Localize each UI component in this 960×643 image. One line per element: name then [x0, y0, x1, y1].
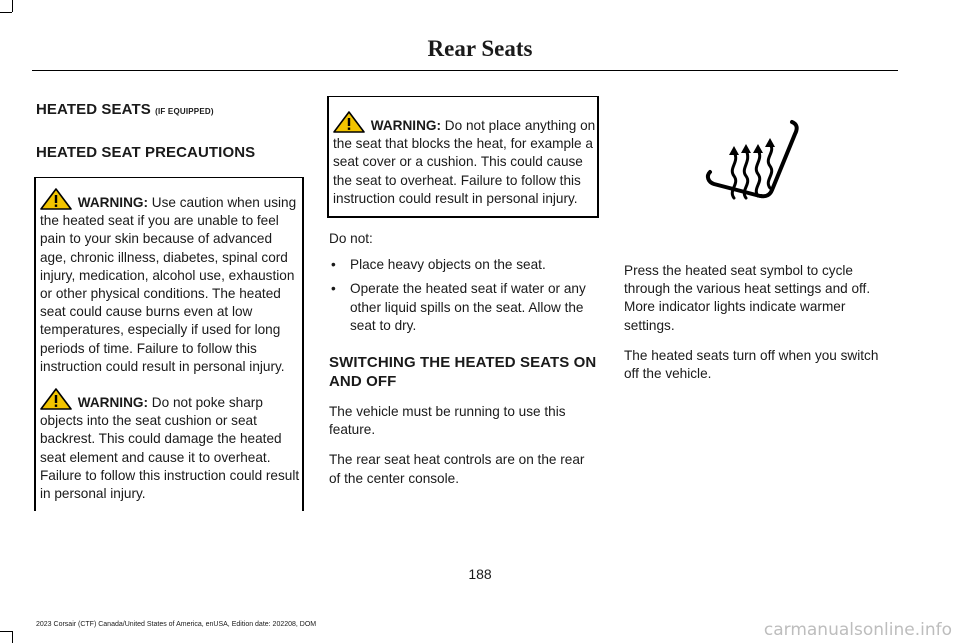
warning-box	[327, 96, 599, 218]
warning-triangle-icon	[40, 388, 72, 410]
do-not-list	[329, 256, 599, 335]
left-column	[36, 96, 304, 511]
header-divider	[32, 70, 898, 71]
crop-mark	[12, 631, 13, 643]
warning-triangle-icon	[40, 188, 72, 210]
heated-seat-icon	[700, 118, 800, 202]
warning-paragraph	[40, 188, 302, 376]
heading-suffix: (IF EQUIPPED)	[155, 107, 214, 116]
list-item: • Operate the heated seat if water or any other liquid spills on the seat. Allow the seat to dry.	[331, 281, 586, 333]
footer-edition-text: 2023 Corsair (CTF) Canada/United States of America, enUSA, Edition date: 202208, DOM	[36, 621, 317, 628]
warning-box	[34, 177, 304, 511]
heated-seat-illustration	[700, 118, 800, 202]
warning-label: WARNING:	[370, 118, 442, 133]
warning-paragraph	[40, 388, 302, 503]
paragraph: The heated seats turn off when you switch off the vehicle.	[624, 347, 879, 382]
bullet-mark: •	[331, 257, 336, 273]
warning-text: Do not poke sharp objects into the seat cushion or seat backrest. This could damage the heated seat element and cause it to overheat. Failure to follow this instruction could result in personal injury.	[40, 395, 300, 502]
bullet-mark: •	[331, 281, 336, 297]
heading-heated-seats: HEATED SEATS (IF EQUIPPED)	[36, 101, 214, 118]
warning-label: WARNING:	[77, 195, 149, 210]
heading-switching: SWITCHING THE HEATED SEATS ON AND OFF	[329, 354, 597, 391]
warning-label: WARNING:	[77, 395, 149, 411]
crop-mark	[12, 0, 13, 12]
paragraph: Press the heated seat symbol to cycle through the various heat settings and off. More indicator lights indicate warmer settings.	[624, 263, 871, 333]
paragraph: The vehicle must be running to use this feature.	[329, 404, 566, 438]
warning-text: Use caution when using the heated seat if you are unable to feel pain to your skin because of advanced age, chronic illness, diabetes, spinal cord injury, medication, alcohol use, exhaustion or other physical conditions. The heated seat could cause burns even at low temperatures, especially if used for long periods of time. Failure to follow this instruction could result in personal injury.	[40, 195, 297, 374]
crop-mark	[0, 12, 12, 13]
warning-triangle-icon	[333, 111, 365, 133]
middle-column	[329, 96, 599, 488]
right-column	[624, 262, 892, 383]
warning-paragraph	[333, 111, 597, 208]
warning-text: Do not place anything on the seat that blocks the heat, for example a seat cover or a cushion. This could cause the seat to overheat. Failure to follow this instruction could result in personal injury.	[333, 118, 596, 206]
crop-mark	[0, 631, 12, 632]
watermark: carmanualsonline.info	[763, 620, 952, 640]
heading-precautions: HEATED SEAT PRECAUTIONS	[36, 144, 256, 161]
page-title: Rear Seats	[427, 36, 533, 61]
page-number: 188	[468, 566, 492, 582]
list-item: • Place heavy objects on the seat.	[329, 256, 599, 274]
paragraph: The rear seat heat controls are on the rear of the center console.	[329, 452, 585, 486]
do-not-intro: Do not:	[329, 231, 373, 247]
